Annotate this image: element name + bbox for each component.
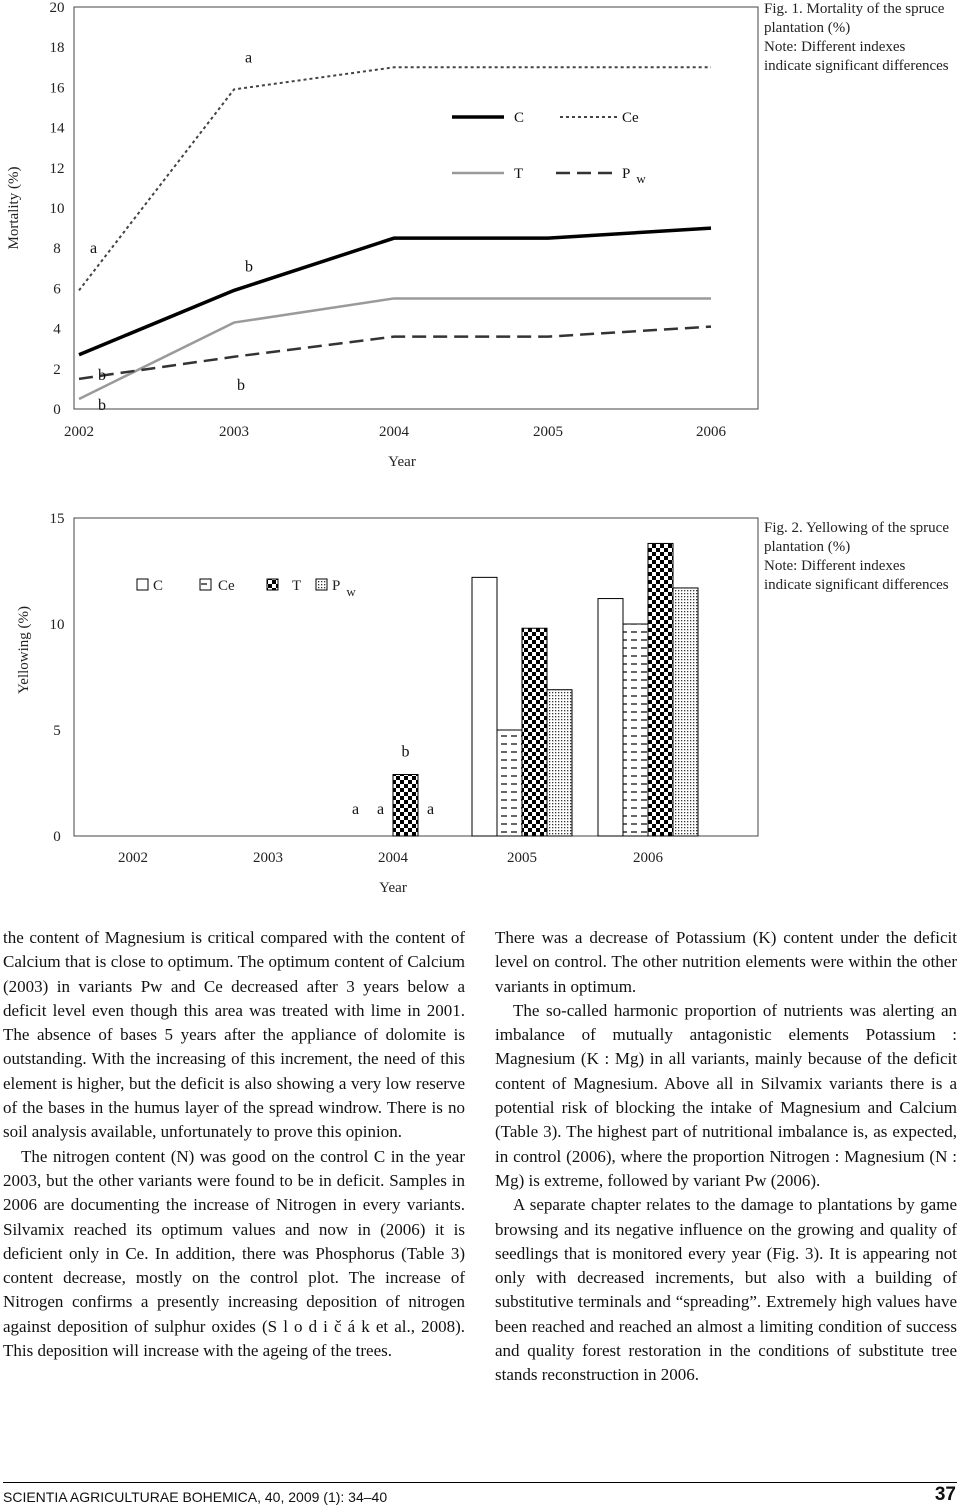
fig2-xtick-label: 2004: [378, 850, 408, 866]
fig2-significance-label: a: [426, 801, 435, 818]
paragraph: The nitrogen content (N) was good on the control C in the year 2003, but the other variants were found to be in deficit. Samples in 2006 are documenting the increase of Nitrogen in every variants. Silvamix reached its optimum values and now in (2006) it is deficient only in Ce. In addition, there was Phosphorus (Table 3) content decrease, mostly on the control plot. The increase of Nitrogen confirms a presently increasing deposition of nitrogen against deposition of sulphur oxides (S l o d i č á k et al., 2008). This deposition will increase with the ageing of the trees.: [3, 1146, 465, 1361]
fig2-ytick-label: 10: [49, 617, 65, 633]
bar-Pw-2006: [673, 588, 698, 836]
page-number: 37: [934, 1484, 956, 1505]
legend-swatch-Pw: [316, 579, 327, 590]
fig1-significance-label: a: [90, 240, 98, 258]
fig1-ytick-label: 2: [53, 361, 61, 378]
series-line-Ce: [79, 67, 711, 290]
fig2-significance-label: a: [351, 801, 360, 818]
figure2-caption-note: Note: Different indexes indicate significant differences: [764, 558, 949, 593]
fig1-xtick-label: 2002: [64, 424, 94, 440]
figure2-bar-chart: [0, 500, 760, 900]
journal-citation: SCIENTIA AGRICULTURAE BOHEMICA, 40, 2009 (1): 34–40: [3, 1489, 388, 1505]
fig1-significance-label: b: [98, 396, 106, 414]
fig1-ytick-label: 10: [49, 201, 65, 217]
fig1-ytick-label: 8: [53, 241, 61, 258]
fig1-ytick-label: 0: [53, 402, 61, 418]
paragraph: A separate chapter relates to the damage to plantations by game browsing and its negative influence on the growing and quality of seedlings that is monitored every year (Fig. 3). It is appearing not only with decreased increments, but also with a building of substitutive terminals and “spreading”. Extremely high values have been reached and reached an almost a limiting condition of success and quality forest restoration in the conditions of substitute tree stands reconstruction in 2006.: [495, 1195, 957, 1385]
paragraph: the content of Magnesium is critical compared with the content of Calcium that is close to optimum. The optimum content of Calcium (2003) in variants Pw and Ce decreased after 3 years below a deficit level even though this area was treated with lime in 2001. The absence of bases 5 years after the appliance of dolomite is outstanding. With the increasing of this increment, the need of this element is higher, but the deficit is also showing a very low reserve of the bases in the humus layer of the spread windrow. There is no soil analysis available, unfortunately to prove this opinion.: [3, 928, 465, 1142]
legend-label-Ce: Ce: [218, 578, 235, 594]
bar-Ce-2005: [497, 730, 522, 836]
footer-rule: [3, 1482, 957, 1483]
fig1-ytick-label: 16: [49, 80, 65, 97]
bar-T-2006: [648, 543, 673, 836]
legend-label-C: C: [514, 110, 525, 126]
figure2-caption: [764, 519, 956, 595]
figure2-caption-title: Fig. 2. Yellowing of the spruce plantation (%): [764, 520, 949, 555]
fig1-ytick-label: 6: [53, 281, 61, 298]
fig1-ytick-label: 18: [49, 40, 65, 57]
fig1-ytick-label: 20: [49, 0, 65, 16]
bar-Ce-2006: [623, 624, 648, 836]
body-column-left: [3, 926, 465, 1363]
fig1-ytick-label: 4: [53, 321, 61, 338]
figure1-caption: [764, 0, 956, 76]
fig2-xtick-label: 2003: [253, 850, 283, 866]
fig2-xtick-label: 2002: [118, 850, 148, 866]
fig2-xlabel: Year: [379, 880, 407, 896]
legend-label-T: T: [514, 166, 524, 182]
fig1-ytick-label: 12: [49, 160, 65, 177]
fig1-ylabel: Mortality (%): [6, 166, 22, 250]
legend-label-C: C: [153, 578, 164, 594]
fig1-xtick-label: 2006: [696, 424, 726, 440]
legend-swatch-T: [267, 579, 278, 590]
fig2-ytick-label: 0: [53, 829, 61, 845]
fig2-legend: [137, 578, 356, 599]
fig1-significance-label: a: [245, 49, 253, 67]
fig2-xtick-label: 2005: [507, 850, 537, 866]
legend-label-Ce: Ce: [622, 110, 639, 126]
fig2-significance-label: b: [401, 743, 410, 761]
bar-T-2005: [522, 628, 547, 836]
fig1-significance-label: b: [237, 376, 245, 394]
fig1-xtick-label: 2004: [379, 424, 409, 440]
fig1-xtick-label: 2003: [219, 424, 249, 440]
figure1-caption-title: Fig. 1. Mortality of the spruce plantation (%): [764, 1, 945, 36]
legend-label-Pw: P w: [332, 578, 356, 599]
fig1-xlabel: Year: [388, 454, 416, 470]
bar-T-2004: [393, 775, 418, 836]
fig1-xtick-label: 2005: [533, 424, 563, 440]
bar-Pw-2005: [547, 690, 572, 836]
fig2-significance-label: a: [376, 801, 385, 818]
legend-swatch-C: [137, 579, 148, 590]
paragraph: There was a decrease of Potassium (K) content under the deficit level on control. The other nutrition elements were within the other variants in optimum.: [495, 928, 957, 996]
legend-label-Pw: P w: [622, 166, 646, 186]
figure1-caption-note: Note: Different indexes indicate significant differences: [764, 39, 949, 74]
fig1-significance-label: b: [98, 366, 106, 384]
paragraph: The so-called harmonic proportion of nutrients was alerting an imbalance of mutually antagonistic elements Potassium : Magnesium (K : Mg) in all variants, mainly because of the deficit content of Magnesium. Above all in Silvamix variants there is a potential risk of blocking the intake of Magnesium and Calcium (Table 3). The highest part of nutritional imbalance is, as expected, in control (2006), where the proportion Nitrogen : Magnesium (N : Mg) is extreme, followed by variant Pw (2006).: [495, 1000, 957, 1190]
legend-swatch-Ce: [200, 579, 211, 590]
fig2-xtick-label: 2006: [633, 850, 663, 866]
fig1-significance-label: b: [245, 258, 253, 276]
fig1-plot-area: [74, 7, 758, 409]
body-column-right: [495, 926, 957, 1388]
fig2-ytick-label: 5: [53, 723, 61, 739]
fig1-legend: [452, 110, 646, 186]
fig2-ytick-label: 15: [49, 511, 65, 527]
fig1-ytick-label: 14: [49, 120, 65, 137]
bar-C-2006: [598, 599, 623, 836]
figure1-line-chart: [0, 0, 760, 480]
bar-C-2005: [472, 577, 497, 836]
fig2-ylabel: Yellowing (%): [16, 605, 32, 695]
legend-label-T: T: [292, 578, 302, 594]
